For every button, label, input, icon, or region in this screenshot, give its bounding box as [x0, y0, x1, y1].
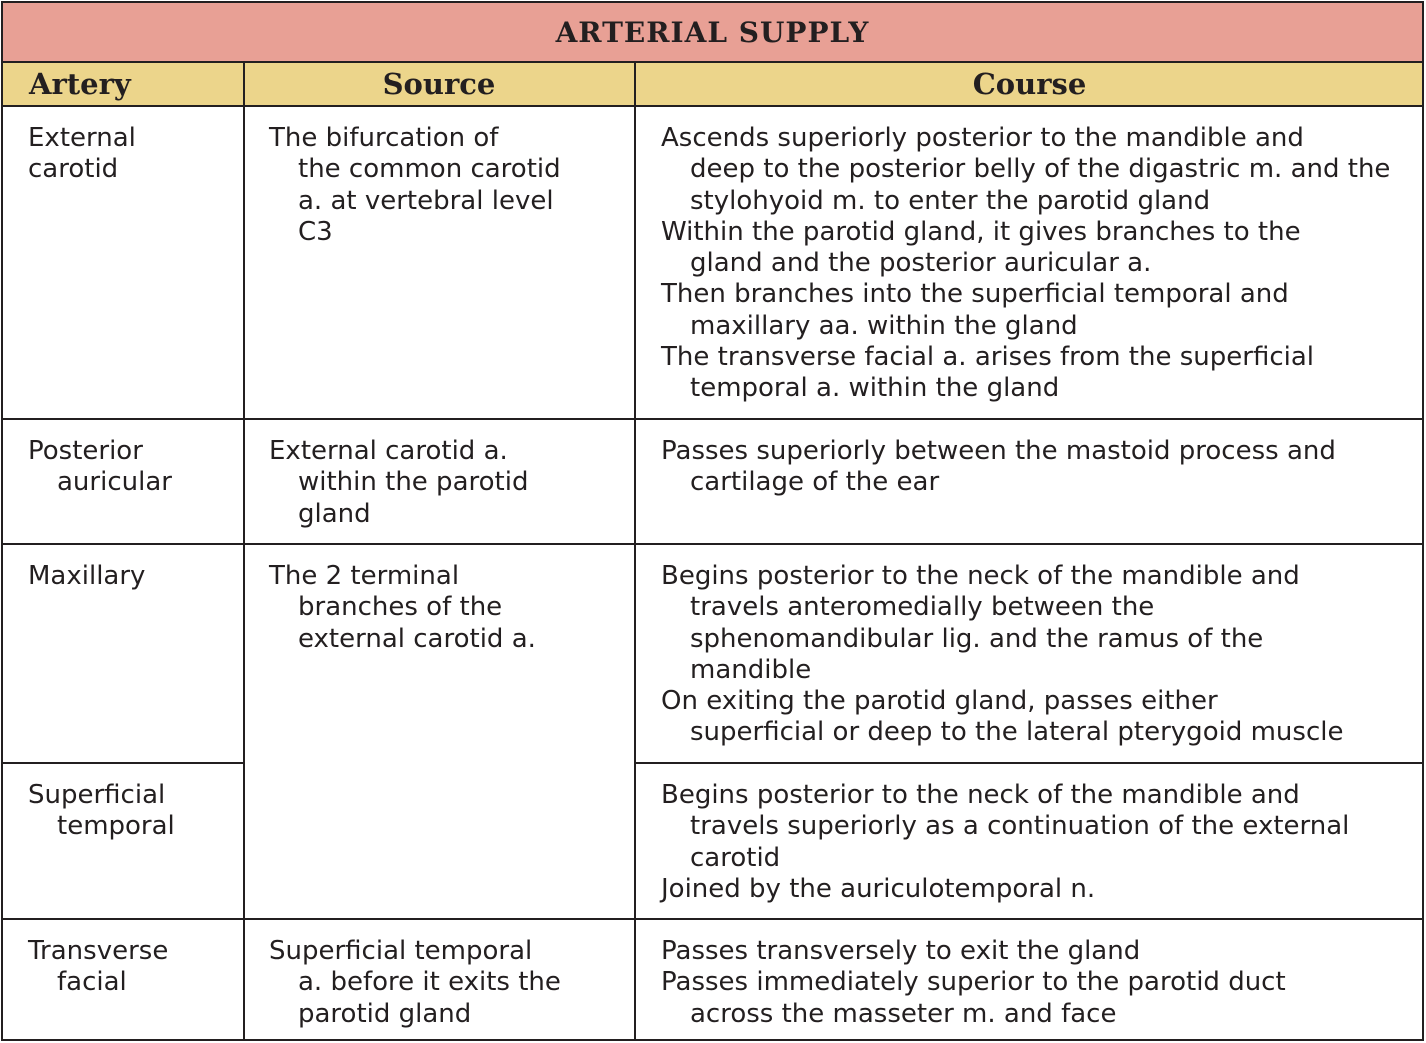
course-line: temporal a. within the gland	[690, 373, 1060, 404]
row-maxillary-source	[269, 561, 536, 655]
source-line: The 2 terminal	[269, 561, 460, 591]
course-line: Passes superiorly between the mastoid process and	[661, 436, 1336, 466]
row-external-carotid-source	[269, 123, 561, 248]
course-line: Begins posterior to the neck of the mandible and	[661, 561, 1300, 591]
table-title: ARTERIAL SUPPLY	[3, 3, 1422, 63]
course-line: Passes immediately superior to the parotid duct	[661, 967, 1286, 998]
row-divider	[3, 418, 1422, 420]
arterial-supply-table	[1, 1, 1424, 1041]
course-line: On exiting the parotid gland, passes either	[661, 686, 1218, 717]
row-divider	[634, 762, 1422, 764]
course-line: Joined by the auriculotemporal n.	[661, 873, 1096, 904]
header-row	[3, 63, 1422, 107]
course-line: cartilage of the ear	[690, 467, 940, 498]
row-external-carotid-course	[661, 123, 1390, 405]
course-line: superficial or deep to the lateral pterygoid muscle	[690, 717, 1344, 748]
source-line: The bifurcation of	[269, 123, 499, 153]
source-line: External carotid a.	[269, 436, 508, 466]
row-transverse-facial-course	[661, 936, 1286, 1030]
artery-name-line: facial	[57, 967, 127, 998]
header-source: Source	[382, 67, 496, 101]
course-line: The transverse facial a. arises from the superficial	[661, 342, 1314, 373]
course-line: stylohyoid m. to enter the parotid gland	[690, 185, 1211, 216]
course-line: mandible	[690, 654, 812, 685]
artery-name-line: temporal	[57, 811, 175, 842]
artery-name-line: Superficial	[28, 780, 166, 810]
course-line: Ascends superiorly posterior to the mandible and	[661, 123, 1304, 153]
source-line: a. at vertebral level	[298, 185, 554, 216]
row-posterior-auricular-artery	[28, 436, 172, 499]
source-line: a. before it exits the	[298, 967, 561, 998]
row-divider	[3, 762, 244, 764]
source-line: within the parotid	[298, 467, 529, 498]
header-course: Course	[972, 67, 1087, 101]
row-external-carotid-artery	[28, 123, 136, 186]
row-transverse-facial-source	[269, 936, 561, 1030]
source-line: parotid gland	[298, 998, 472, 1029]
row-transverse-facial-artery	[28, 936, 168, 999]
row-maxillary-artery	[28, 561, 145, 592]
row-divider	[3, 543, 1422, 545]
artery-name-line: auricular	[57, 467, 172, 498]
course-line: Then branches into the superficial temporal and	[661, 279, 1289, 310]
row-divider	[3, 918, 1422, 920]
course-line: travels anteromedially between the	[690, 592, 1155, 623]
artery-name-line: External	[28, 123, 136, 153]
artery-name-line: Transverse	[28, 936, 169, 966]
course-line: sphenomandibular lig. and the ramus of the	[690, 623, 1264, 654]
course-line: travels superiorly as a continuation of the external	[690, 811, 1350, 842]
source-line: branches of the	[298, 592, 503, 623]
artery-name-line: carotid	[28, 154, 119, 185]
course-line: Begins posterior to the neck of the mandible and	[661, 780, 1300, 810]
source-line: the common carotid	[298, 154, 561, 185]
course-line: gland and the posterior auricular a.	[690, 248, 1152, 279]
divider-source-course	[634, 63, 636, 1039]
course-line: Passes transversely to exit the gland	[661, 936, 1141, 966]
source-line: gland	[298, 498, 371, 529]
row-maxillary-course	[661, 561, 1343, 749]
course-line: deep to the posterior belly of the digastric m. and the	[690, 154, 1391, 185]
course-line: across the masseter m. and face	[690, 998, 1117, 1029]
row-superficial-temporal-course	[661, 780, 1349, 905]
course-line: carotid	[690, 842, 781, 873]
course-line: maxillary aa. within the gland	[690, 310, 1078, 341]
source-line: C3	[298, 216, 333, 247]
source-line: Superficial temporal	[269, 936, 533, 966]
course-line: Within the parotid gland, it gives branches to the	[661, 216, 1301, 247]
divider-artery-source	[243, 63, 245, 1039]
row-superficial-temporal-artery	[28, 780, 175, 843]
source-line: external carotid a.	[298, 623, 536, 654]
header-artery: Artery	[29, 67, 131, 101]
artery-name-line: Maxillary	[28, 561, 146, 591]
row-posterior-auricular-source	[269, 436, 528, 530]
artery-name-line: Posterior	[28, 436, 143, 466]
row-posterior-auricular-course	[661, 436, 1336, 499]
